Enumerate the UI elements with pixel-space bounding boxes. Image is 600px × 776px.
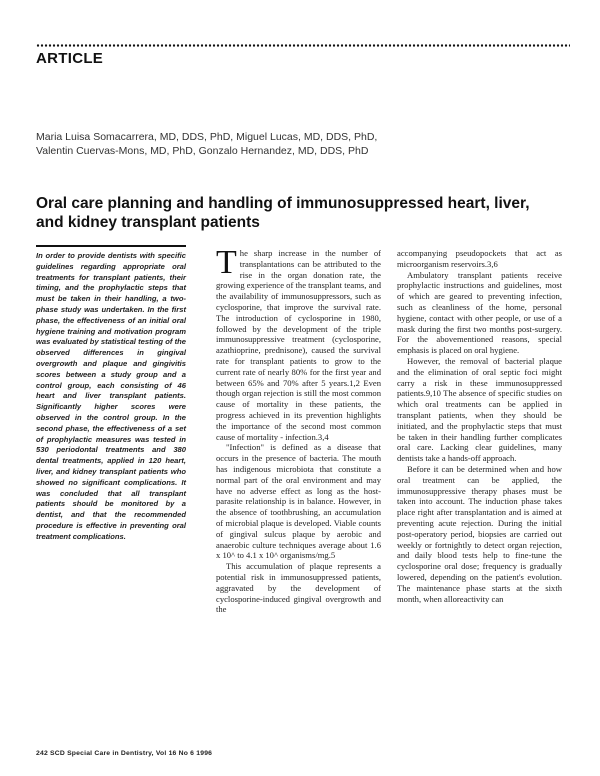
body-column-3 (397, 248, 562, 604)
body-paragraph: Ambulatory transplant patients receive prophylactic instructions and guidelines, most of which are geared to preventing infection, such as cleanliness of the home, personal hygiene, contact with other people, or use of a mask during the first two months post-surgery. For the abovementioned reasons, special emphasis is placed on oral hygiene. (397, 269, 562, 356)
body-paragraph: accompanying pseudopockets that act as microorganism reservoirs.3,6 (397, 248, 562, 269)
body-paragraph: Before it can be determined when and how oral treatment can be applied, the immunosuppressive therapy phases must be taken into account. The induction phase takes place right after transplantation and is aimed at preventing acute rejection. During the initial post-operatory period, biopsies are carried out weekly or fortnightly to detect organ rejection, and daily blood tests help to fine-tune the cyclosporine oral dose; frequency is gradually lowered, depending on the patient's evolution. The maintenance phase starts at the sixth month, when alloreactivity can (397, 463, 562, 604)
author-list (36, 130, 566, 158)
body-column-2 (216, 244, 381, 615)
abstract-text: In order to provide dentists with specific guidelines regarding appropriate oral treatments for transplant patients, their timing, and the prophylactic steps that must be taken in their handling, a two-phase study was undertaken. In the first phase, the effectiveness of an initial oral hygiene training and motivation program was evaluated by statistical testing of the observed differences in gingival overgrowth and plaque and gingivitis scores between a study group and a control group, each consisting of 46 heart and liver transplant patients. Significantly higher scores were observed in the control group. In the second phase, the effectiveness of a set of prophylactic measures was tested in 530 periodontal treatments and 380 dental treatments, applied in 120 heart, liver, and kidney transplant patients who showed no significant complications. It was concluded that all transplant patients should be monitored by a dentist, and that the recommended procedure is effective in preventing oral treatment complications. (36, 251, 186, 541)
abstract-column (36, 251, 186, 543)
body-paragraph: This accumulation of plaque represents a potential risk in immunosuppressed patients, aggravated by the development of cyclosporine-induced gingival overgrowth and the (216, 561, 381, 615)
abstract-rule (36, 245, 186, 247)
drop-cap: T (216, 244, 237, 281)
article-title: Oral care planning and handling of immunosuppressed heart, liver, and kidney transplant patients (36, 195, 530, 231)
body-paragraph: "Infection" is defined as a disease that occurs in the presence of bacteria. The mouth has indigenous microbiota that constitute a normal part of the oral environment and may have no adverse effect as long as the host-parasite relationship is in balance. However, in the absence of toothbrushing, an accumulation of microbial plaque is developed. Viable counts of gingival sulcus plaque by aerobic and anaerobic culture techniques average about 1.6 x 10^ to 4.1 x 10^ organisms/mg.5 (216, 442, 381, 561)
page-footer: 242 SCD Special Care in Dentistry, Vol 16 No 6 1996 (36, 750, 213, 757)
body-paragraph: However, the removal of bacterial plaque and the elimination of oral septic foci might carry a risk in these immunosuppressed patients.9,10 The absence of specific studies on which oral treatments can be applied in transplant patients, when they should be initiated, and the prophylactic steps that must be taken in their handling further complicates oral care. Lacking clear guidelines, many dentists take a hands-off approach. (397, 355, 562, 464)
header-dotted-rule (36, 44, 570, 47)
author-line: Maria Luisa Somacarrera, MD, DDS, PhD, Miguel Lucas, MD, DDS, PhD, (36, 131, 378, 143)
section-label: ARTICLE (36, 50, 104, 67)
body-paragraph: he sharp increase in the number of transplantations can be attributed to the rise in the organ donation rate, the growing experience of the transplant teams, and the availability of immunosuppressors, such as cyclosporine, that improve the survival rate. The introduction of cyclosporine in 1980, followed by the development of the triple immunosuppressive treatment (cyclosporine, azathioprine, prednisone), caused the survival rate for transplant patients to grow to the current rate of nearly 80% for the first year and between 65% and 70% after 5 years.1,2 Even though organ rejection is still the most common cause of mortality in these patients, the progress achieved in its prevention highlights the importance of the second most common cause of mortality - infection.3,4 (216, 248, 381, 442)
author-line: Valentin Cuervas-Mons, MD, PhD, Gonzalo Hernandez, MD, DDS, PhD (36, 145, 369, 157)
